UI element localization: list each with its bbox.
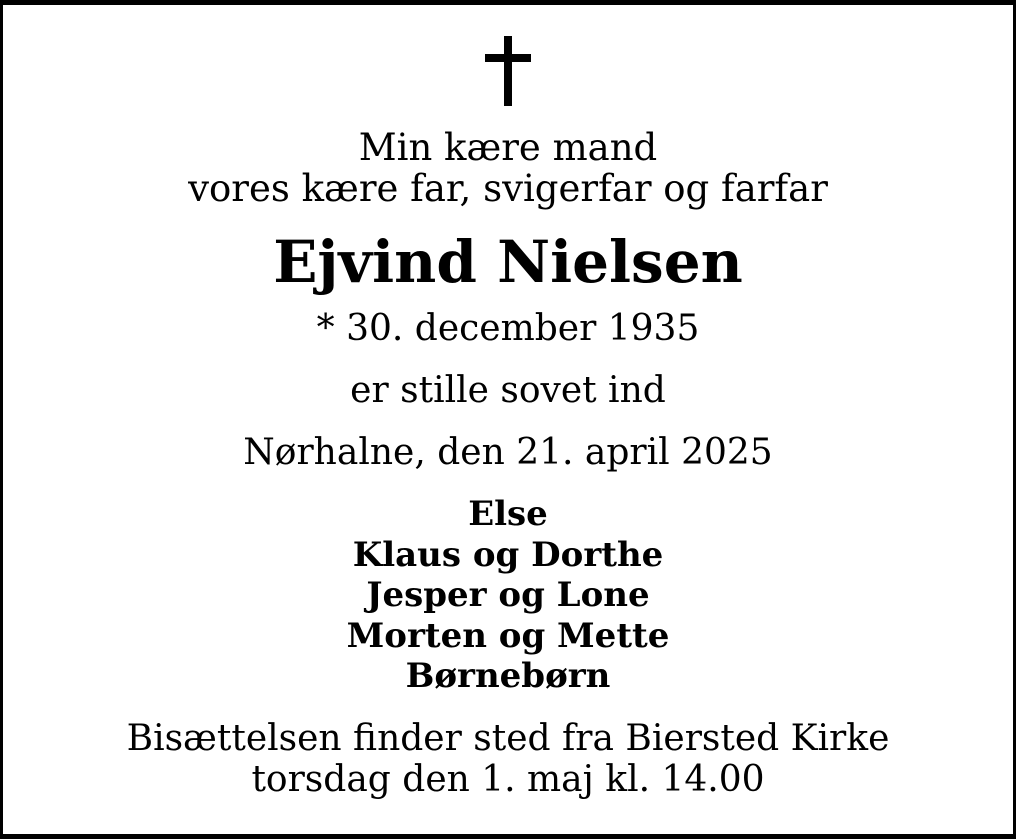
intro-line-2: vores kære far, svigerfar og farfar — [188, 167, 828, 210]
cross-horizontal-bar — [485, 54, 531, 62]
mourner-line: Morten og Mette — [346, 615, 670, 656]
mourner-line: Børnebørn — [405, 656, 611, 696]
ceremony-line-1: Bisættelsen finder sted fra Biersted Kirke — [126, 717, 890, 759]
passing-line: er stille sovet ind — [350, 370, 666, 411]
ceremony-line-2: torsdag den 1. maj kl. 14.00 — [251, 758, 765, 800]
intro-lines — [3, 127, 1013, 209]
cross-vertical-bar — [504, 36, 512, 106]
birth-date-line: * 30. december 1935 — [316, 308, 700, 349]
mourner-line: Else — [468, 494, 548, 534]
ceremony-info — [3, 718, 1013, 800]
mourner-line: Klaus og Dorthe — [352, 534, 664, 575]
intro-line-1: Min kære mand — [358, 126, 658, 169]
deceased-name: Ejvind Nielsen — [273, 228, 743, 296]
place-date-line: Nørhalne, den 21. april 2025 — [243, 432, 773, 473]
mourners-list — [3, 494, 1013, 697]
mourner-line: Jesper og Lone — [366, 575, 650, 615]
latin-cross-icon — [485, 36, 531, 106]
